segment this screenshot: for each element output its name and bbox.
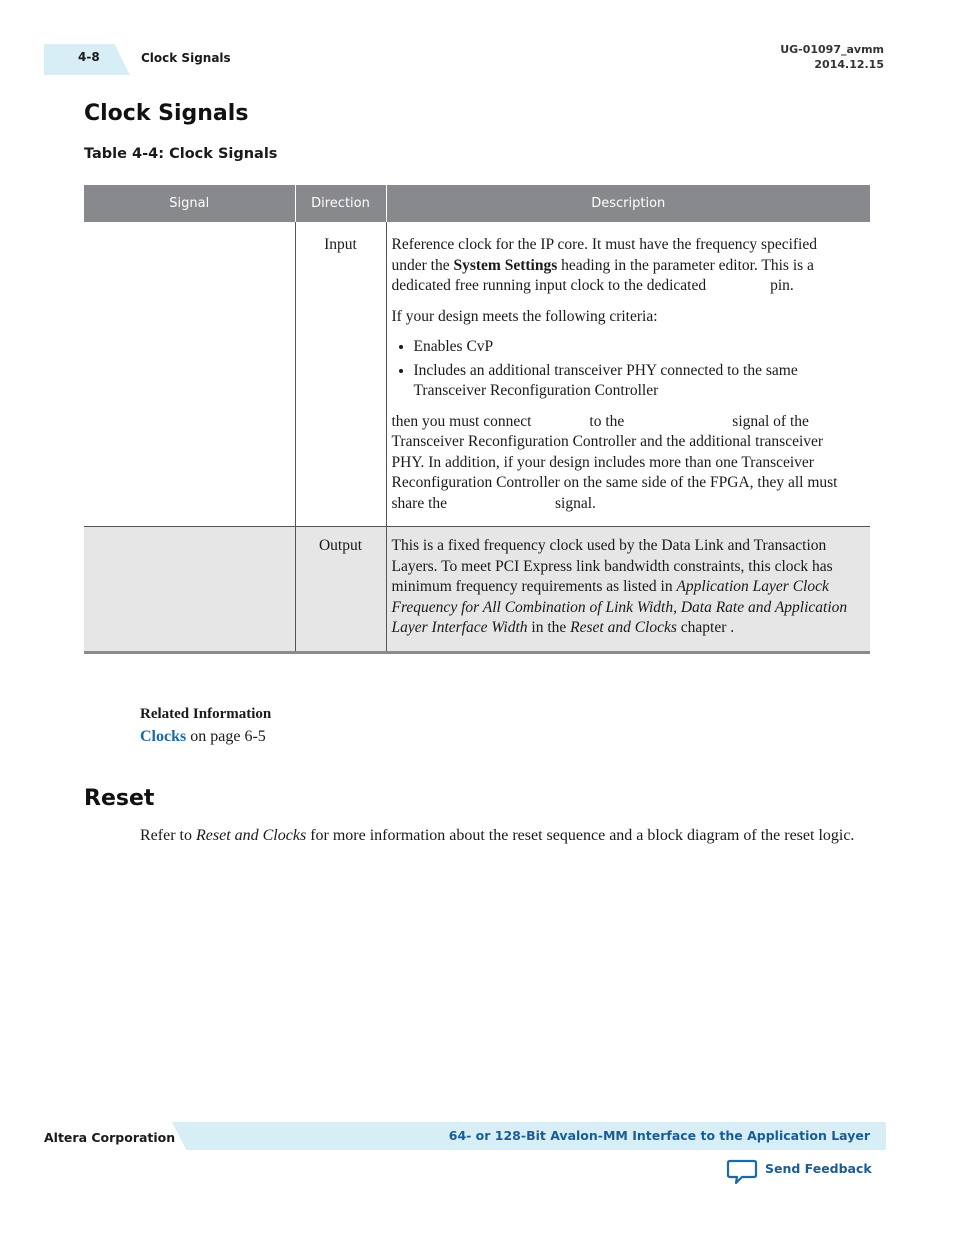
description-cell <box>386 527 870 653</box>
column-header-signal: Signal <box>84 185 295 222</box>
footer-doc-title: 64- or 128-Bit Avalon-MM Interface to the Application Layer <box>448 1128 870 1143</box>
text-run: This is a fixed frequency clock used by the Data Link and Transaction Layers. To meet PCI Express link bandwidth constraints, this clock has minimum frequency requirements as listed in <box>391 537 833 595</box>
table-row <box>84 527 870 653</box>
description-paragraph: If your design meets the following criteria: <box>391 307 658 325</box>
criteria-list <box>392 337 857 402</box>
text-run: then you must connect <box>391 412 532 430</box>
speech-bubble-icon[interactable] <box>726 1158 758 1186</box>
text-run: Refer to <box>140 827 196 844</box>
column-header-direction: Direction <box>295 185 386 222</box>
text-run: in the <box>527 619 571 636</box>
direction-cell: Input <box>295 222 386 527</box>
description-cell <box>386 222 870 527</box>
text-run: chapter . <box>676 619 735 636</box>
related-information-entry <box>140 728 266 746</box>
description-paragraph <box>392 235 857 297</box>
send-feedback-link[interactable]: Send Feedback <box>765 1161 872 1176</box>
text-run: signal of the Transceiver Reconfiguration Controller and the additional transceiver PHY. In addition, if your design includes more than one Transceiver Reconfiguration Controller on the same side of the FPGA, they all must share the <box>391 412 838 512</box>
table-row <box>84 222 870 527</box>
list-item: • Includes an additional transceiver PHY connected to the same Transceiver Reconfiguration Controller <box>414 361 857 402</box>
bold-text: System Settings <box>453 256 558 274</box>
doc-date: 2014.12.15 <box>814 58 884 71</box>
signal-cell <box>84 527 295 653</box>
signal-cell <box>84 222 295 527</box>
clock-signals-table <box>84 185 870 654</box>
clocks-link[interactable]: Clocks <box>140 728 187 745</box>
running-title: Clock Signals <box>141 51 231 65</box>
text-run: Reference clock for the IP core. It must have the frequency specified under the <box>391 236 817 274</box>
table-caption: Table 4-4: Clock Signals <box>84 146 278 162</box>
text-run: signal. <box>555 494 596 512</box>
italic-reference: Reset and Clocks <box>195 827 307 844</box>
column-header-description: Description <box>386 185 870 222</box>
page-reference: on page 6-5 <box>186 728 266 745</box>
list-item: • Enables CvP <box>414 337 857 358</box>
italic-reference: Reset and Clocks <box>570 619 677 636</box>
direction-cell: Output <box>295 527 386 653</box>
doc-id: UG-01097_avmm <box>780 43 884 56</box>
footer-company: Altera Corporation <box>44 1130 176 1145</box>
text-run: for more information about the reset sequence and a block diagram of the reset logic. <box>306 827 855 844</box>
description-paragraph <box>392 536 857 639</box>
doc-meta <box>780 42 884 72</box>
italic-reference: Application Layer Clock Frequency for All Combination of Link Width, Data Rate and Application Layer Interface Width <box>391 578 848 636</box>
text-run: to the <box>589 412 625 430</box>
text-run: heading in the parameter editor. This is a dedicated free running input clock to the dedicated <box>391 256 814 294</box>
description-paragraph <box>392 412 857 515</box>
related-information-title: Related Information <box>140 706 272 722</box>
section-heading-reset: Reset <box>84 786 155 811</box>
reset-paragraph <box>140 826 870 847</box>
page-number: 4-8 <box>78 50 100 64</box>
table-header-row <box>84 185 870 222</box>
text-run: pin. <box>770 277 794 294</box>
section-heading-clock-signals: Clock Signals <box>84 101 249 126</box>
